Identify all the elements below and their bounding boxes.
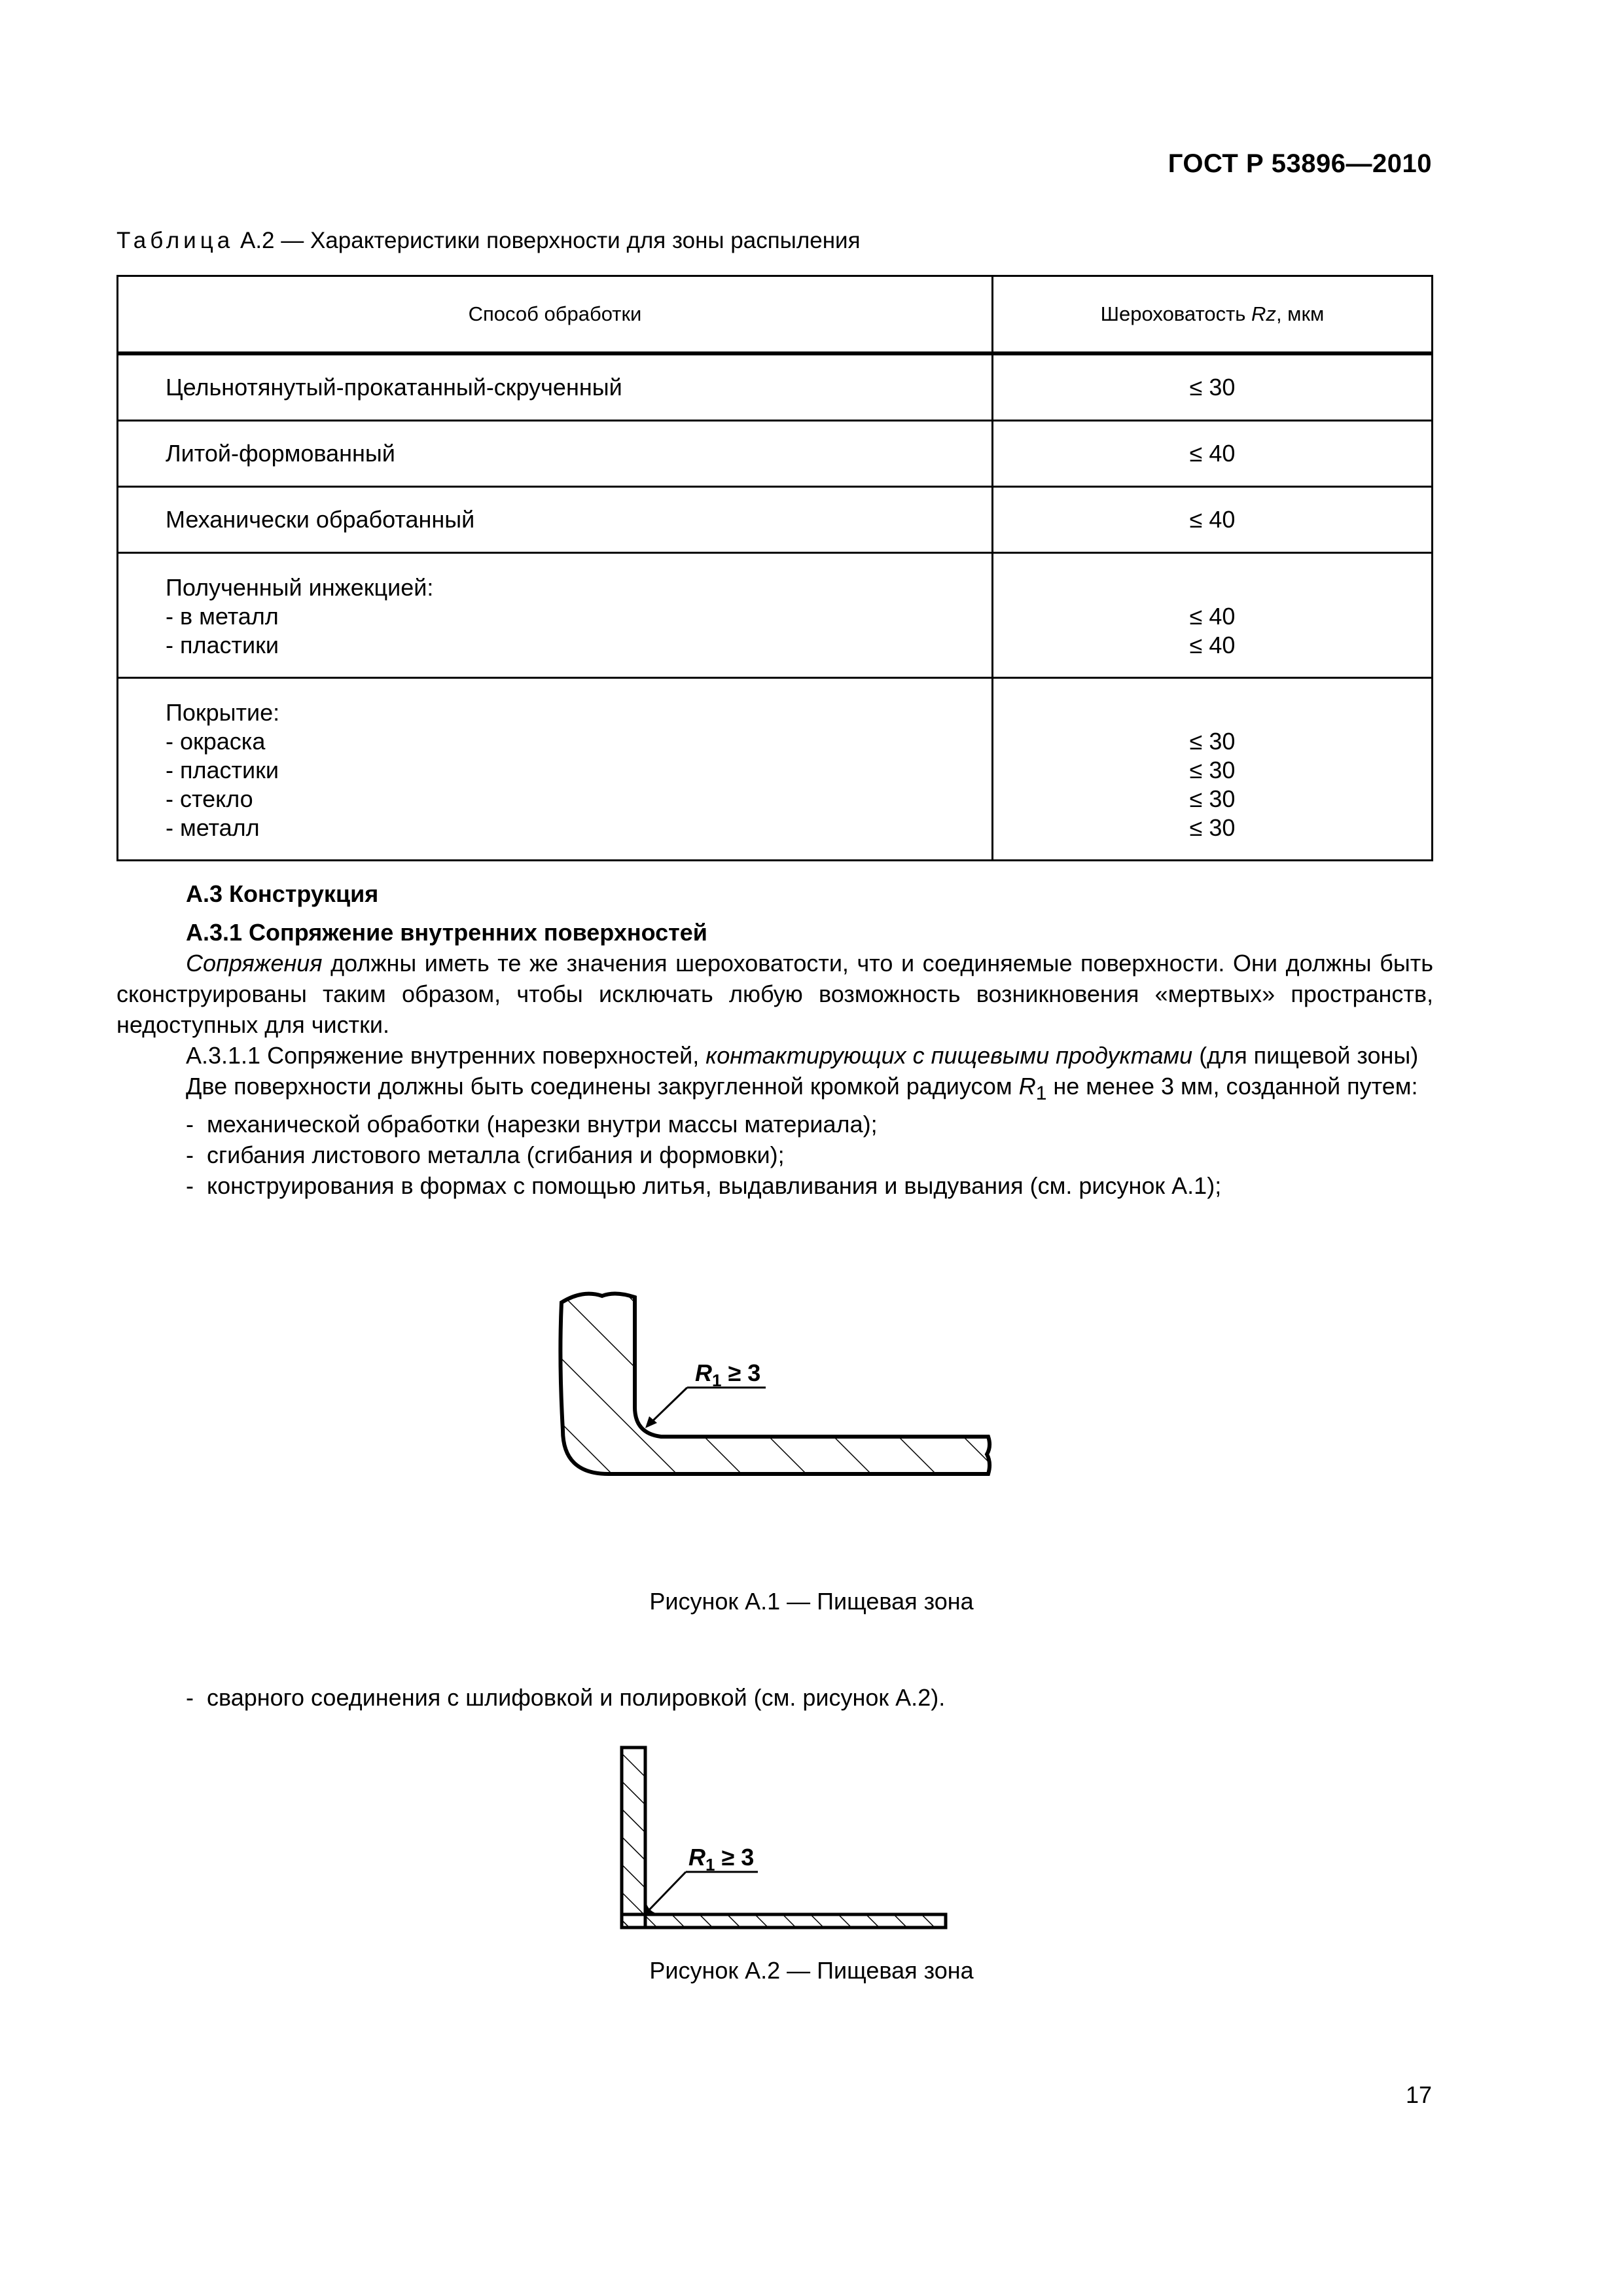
heading-a31: А.3.1 Сопряжение внутренних поверхностей [186, 919, 707, 946]
list-item-text: конструирования в формах с помощью литья, выдавливания и выдувания (см. рисунок А.1); [207, 1172, 1222, 1200]
header-roughness-post: , мкм [1275, 302, 1325, 325]
cell-value: ≤ 40 [993, 421, 1433, 487]
fig2-label-sub: 1 [705, 1855, 715, 1874]
fig1-l-profile [560, 1293, 990, 1474]
p3-r: R [1018, 1073, 1036, 1100]
group-item: - окраска [166, 728, 266, 755]
table-header-row [118, 276, 1433, 354]
header-roughness-pre: Шероховатость [1100, 302, 1252, 325]
cell-value-group [993, 553, 1433, 678]
group-item: - стекло [166, 785, 253, 812]
figure-a2 [609, 1741, 949, 1937]
group-value: ≤ 40 [1189, 603, 1236, 630]
group-title: Полученный инжекцией: [166, 574, 434, 601]
p3-sub: 1 [1035, 1083, 1047, 1105]
header-roughness-rz: Rz [1251, 302, 1276, 325]
fig2-label-rest: ≥ 3 [715, 1844, 755, 1871]
cell-method-group [118, 553, 993, 678]
group-item: - пластики [166, 757, 279, 783]
p1-italic: Сопряжения [186, 950, 323, 977]
p3-post: не менее 3 мм, созданной путем: [1046, 1073, 1418, 1100]
list-item-text: сгибания листового металла (сгибания и формовки); [207, 1141, 785, 1169]
group-value: ≤ 30 [1189, 757, 1236, 783]
p2-pre: А.3.1.1 Сопряжение внутренних поверхностей, [186, 1042, 706, 1069]
list-continued [116, 1682, 1433, 1713]
roughness-table [116, 275, 1433, 861]
group-value: ≤ 30 [1189, 728, 1236, 755]
fig2-label [688, 1844, 754, 1874]
cell-value: ≤ 40 [993, 487, 1433, 553]
cell-method: Механически обработанный [118, 487, 993, 553]
fig1-label-rest: ≥ 3 [721, 1359, 761, 1386]
table-caption-prefix: Таблица [116, 228, 234, 253]
group-item: - металл [166, 814, 260, 841]
list-item: - конструирования в формах с помощью литья, выдавливания и выдувания (см. рисунок А.1); [186, 1172, 1222, 1200]
paragraph-3 [116, 1071, 1433, 1109]
cell-method: Литой-формованный [118, 421, 993, 487]
table-caption-text: А.2 — Характеристики поверхности для зоны распыления [240, 228, 861, 253]
group-value: ≤ 40 [1189, 632, 1236, 658]
group-item: - пластики [166, 632, 279, 658]
list-item: - сварного соединения с шлифовкой и полировкой (см. рисунок А.2). [186, 1684, 946, 1711]
table-row-group-injection [118, 553, 1433, 678]
fig1-leader-line [648, 1388, 687, 1426]
fig1-label-r: R [695, 1359, 712, 1386]
cell-value-group [993, 678, 1433, 861]
figure-a1-caption: Рисунок А.1 — Пищевая зона [649, 1588, 974, 1615]
standard-code: ГОСТ Р 53896—2010 [1168, 149, 1432, 178]
table-row [118, 421, 1433, 487]
paragraph-1 [116, 948, 1433, 1040]
table-caption [116, 228, 861, 254]
table-row [118, 353, 1433, 421]
group-title: Покрытие: [166, 699, 280, 726]
p3-pre: Две поверхности должны быть соединены закругленной кромкой радиусом [186, 1073, 1019, 1100]
p1-text: должны иметь те же значения шероховатости, что и соединяемые поверхности. Они должны быть сконструированы таким образом, чтобы исключать любую возможность возникновения «мертвых» пространств, недоступных для чистки. [116, 950, 1433, 1038]
group-value: ≤ 30 [1189, 785, 1236, 812]
section-a3 [116, 878, 1433, 1201]
header-method: Способ обработки [118, 276, 993, 354]
fig2-horizontal-plate [622, 1914, 946, 1928]
p2-italic: контактирующих с пищевыми продуктами [705, 1042, 1193, 1069]
cell-value: ≤ 30 [993, 353, 1433, 421]
group-value: ≤ 30 [1189, 814, 1236, 841]
figure-a2-caption: Рисунок А.2 — Пищевая зона [649, 1957, 974, 1984]
heading-a3: А.3 Конструкция [186, 880, 379, 907]
paragraph-2 [116, 1040, 1433, 1071]
fig1-label [695, 1359, 760, 1390]
list-item-text: сварного соединения с шлифовкой и полировкой (см. рисунок А.2). [207, 1684, 946, 1711]
group-item: - в металл [166, 603, 279, 630]
list-item: - сгибания листового металла (сгибания и формовки); [186, 1141, 785, 1169]
page-number: 17 [1405, 2081, 1432, 2108]
fig2-vertical-plate [622, 1748, 645, 1928]
figure-a1 [550, 1283, 1008, 1558]
fig2-leader-line [649, 1872, 686, 1910]
list-item-text: механической обработки (нарезки внутри массы материала); [207, 1111, 878, 1138]
fig1-label-sub: 1 [712, 1371, 722, 1390]
p2-post: (для пищевой зоны) [1192, 1042, 1419, 1069]
table-row-group-coating [118, 678, 1433, 861]
fig2-label-r: R [688, 1844, 705, 1871]
header-roughness [993, 276, 1433, 354]
cell-method: Цельнотянутый-прокатанный-скрученный [118, 353, 993, 421]
list-item: - механической обработки (нарезки внутри массы материала); [186, 1111, 878, 1138]
table-row [118, 487, 1433, 553]
cell-method-group [118, 678, 993, 861]
